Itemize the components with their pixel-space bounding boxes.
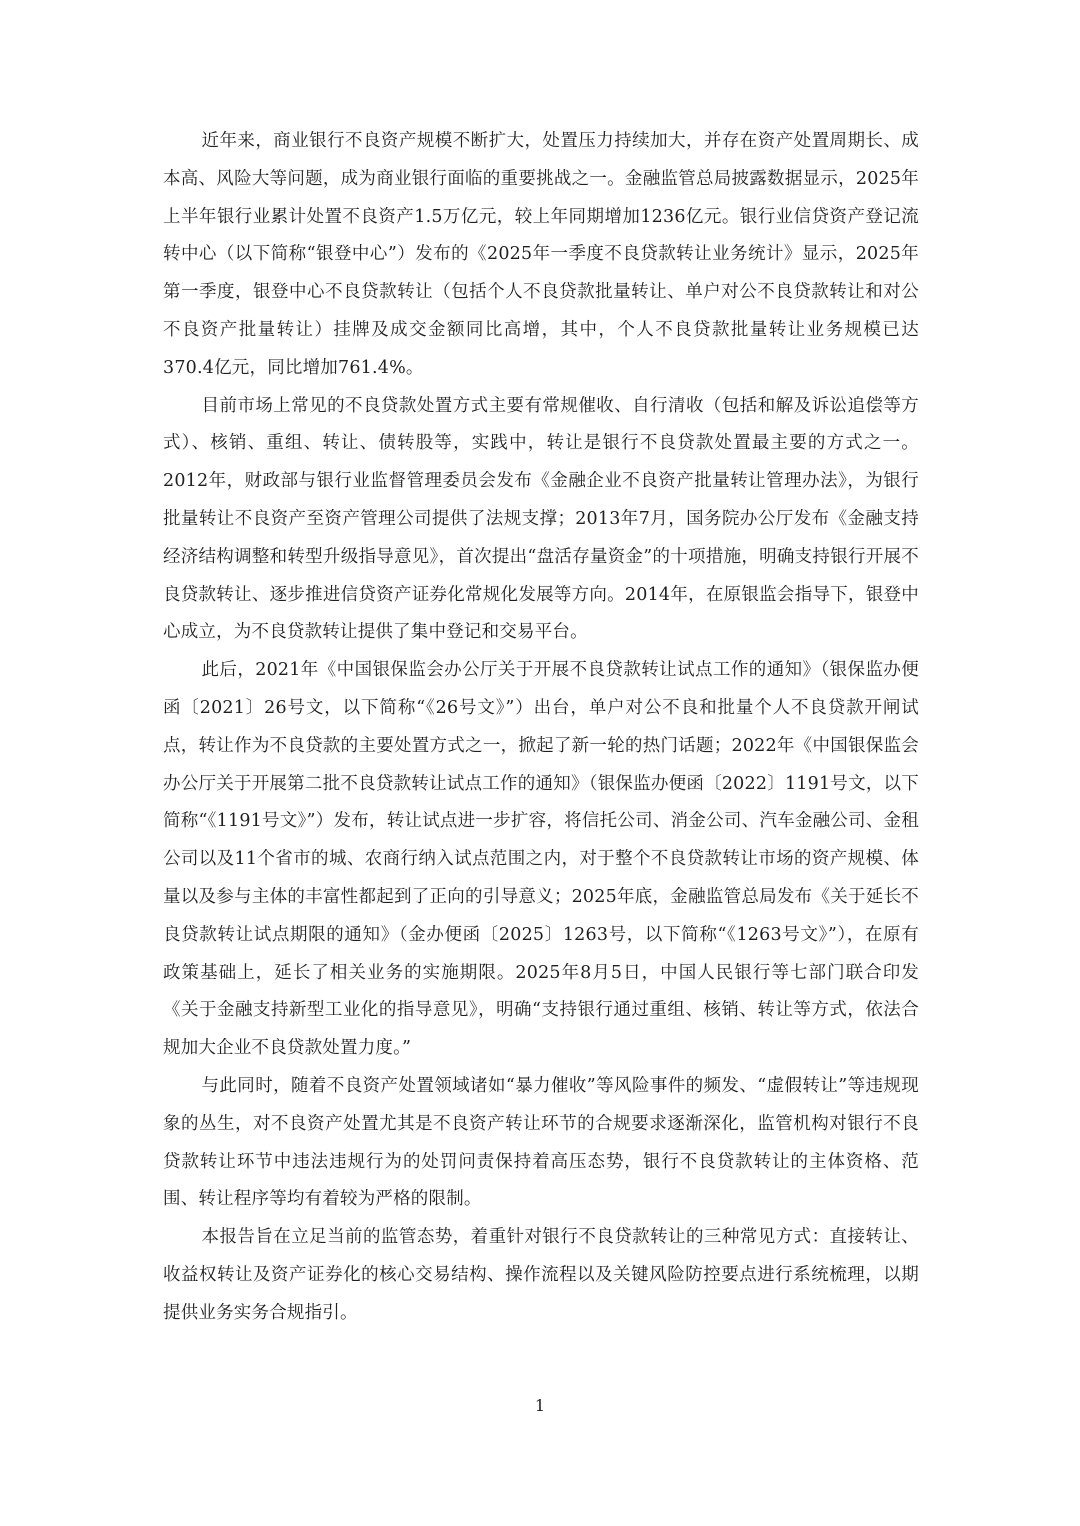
paragraph-3: 此后，2021年《中国银保监会办公厅关于开展不良贷款转让试点工作的通知》（银保监办便函〔2021〕26号文，以下简称“《26号文》”）出台，单户对公不良和批量个人不良贷款开闸试点，转让作为不良贷款的主要处置方式之一，掀起了新一轮的热门话题；2022年《中国银保监会办公厅关于开展第二批不良贷款转让试点工作的通知》（银保监办便函〔2022〕1191号文，以下简称“《1191号文》”）发布，转让试点进一步扩容，将信托公司、消金公司、汽车金融公司、金租公司以及11个省市的城、农商行纳入试点范围之内，对于整个不良贷款转让市场的资产规模、体量以及参与主体的丰富性都起到了正向的引导意义；2025年底，金融监管总局发布《关于延长不良贷款转让试点期限的通知》（金办便函〔2025〕1263号，以下简称“《1263号文》”），在原有政策基础上，延长了相关业务的实施期限。2025年8月5日，中国人民银行等七部门联合印发《关于金融支持新型工业化的指导意见》，明确“支持银行通过重组、核销、转让等方式，依法合规加大企业不良贷款处置力度。”	[163, 660, 919, 1059]
paragraph-5: 本报告旨在立足当前的监管态势，着重针对银行不良贷款转让的三种常见方式：直接转让、收益权转让及资产证券化的核心交易结构、操作流程以及关键风险防控要点进行系统梳理，以期提供业务实务合规指引。	[163, 1227, 919, 1323]
page-number: 1	[534, 1396, 546, 1415]
paragraph-2: 目前市场上常见的不良贷款处置方式主要有常规催收、自行清收（包括和解及诉讼追偿等方式）、核销、重组、转让、债转股等，实践中，转让是银行不良贷款处置最主要的方式之一。2012年，财政部与银行业监督管理委员会发布《金融企业不良资产批量转让管理办法》，为银行批量转让不良资产至资产管理公司提供了法规支撑；2013年7月，国务院办公厅发布《金融支持经济结构调整和转型升级指导意见》，首次提出“盘活存量资金”的十项措施，明确支持银行开展不良贷款转让、逐步推进信贷资产证券化常规化发展等方向。2014年，在原银监会指导下，银登中心成立，为不良贷款转让提供了集中登记和交易平台。	[163, 395, 919, 643]
paragraph-4: 与此同时，随着不良资产处置领域诸如“暴力催收”等风险事件的频发、“虚假转让”等违规现象的丛生，对不良资产处置尤其是不良资产转让环节的合规要求逐渐深化，监管机构对银行不良贷款转让环节中违法违规行为的处罚问责保持着高压态势，银行不良贷款转让的主体资格、范围、转让程序等均有着较为严格的限制。	[163, 1075, 919, 1210]
document-body	[163, 123, 919, 1333]
paragraph-1: 近年来，商业银行不良资产规模不断扩大，处置压力持续加大，并存在资产处置周期长、成本高、风险大等问题，成为商业银行面临的重要挑战之一。金融监管总局披露数据显示，2025年上半年银行业累计处置不良资产1.5万亿元，较上年同期增加1236亿元。银行业信贷资产登记流转中心（以下简称“银登中心”）发布的《2025年一季度不良贷款转让业务统计》显示，2025年第一季度，银登中心不良贷款转让（包括个人不良贷款批量转让、单户对公不良贷款转让和对公不良资产批量转让）挂牌及成交金额同比高增，其中，个人不良贷款批量转让业务规模已达370.4亿元，同比增加761.4%。	[163, 131, 919, 378]
